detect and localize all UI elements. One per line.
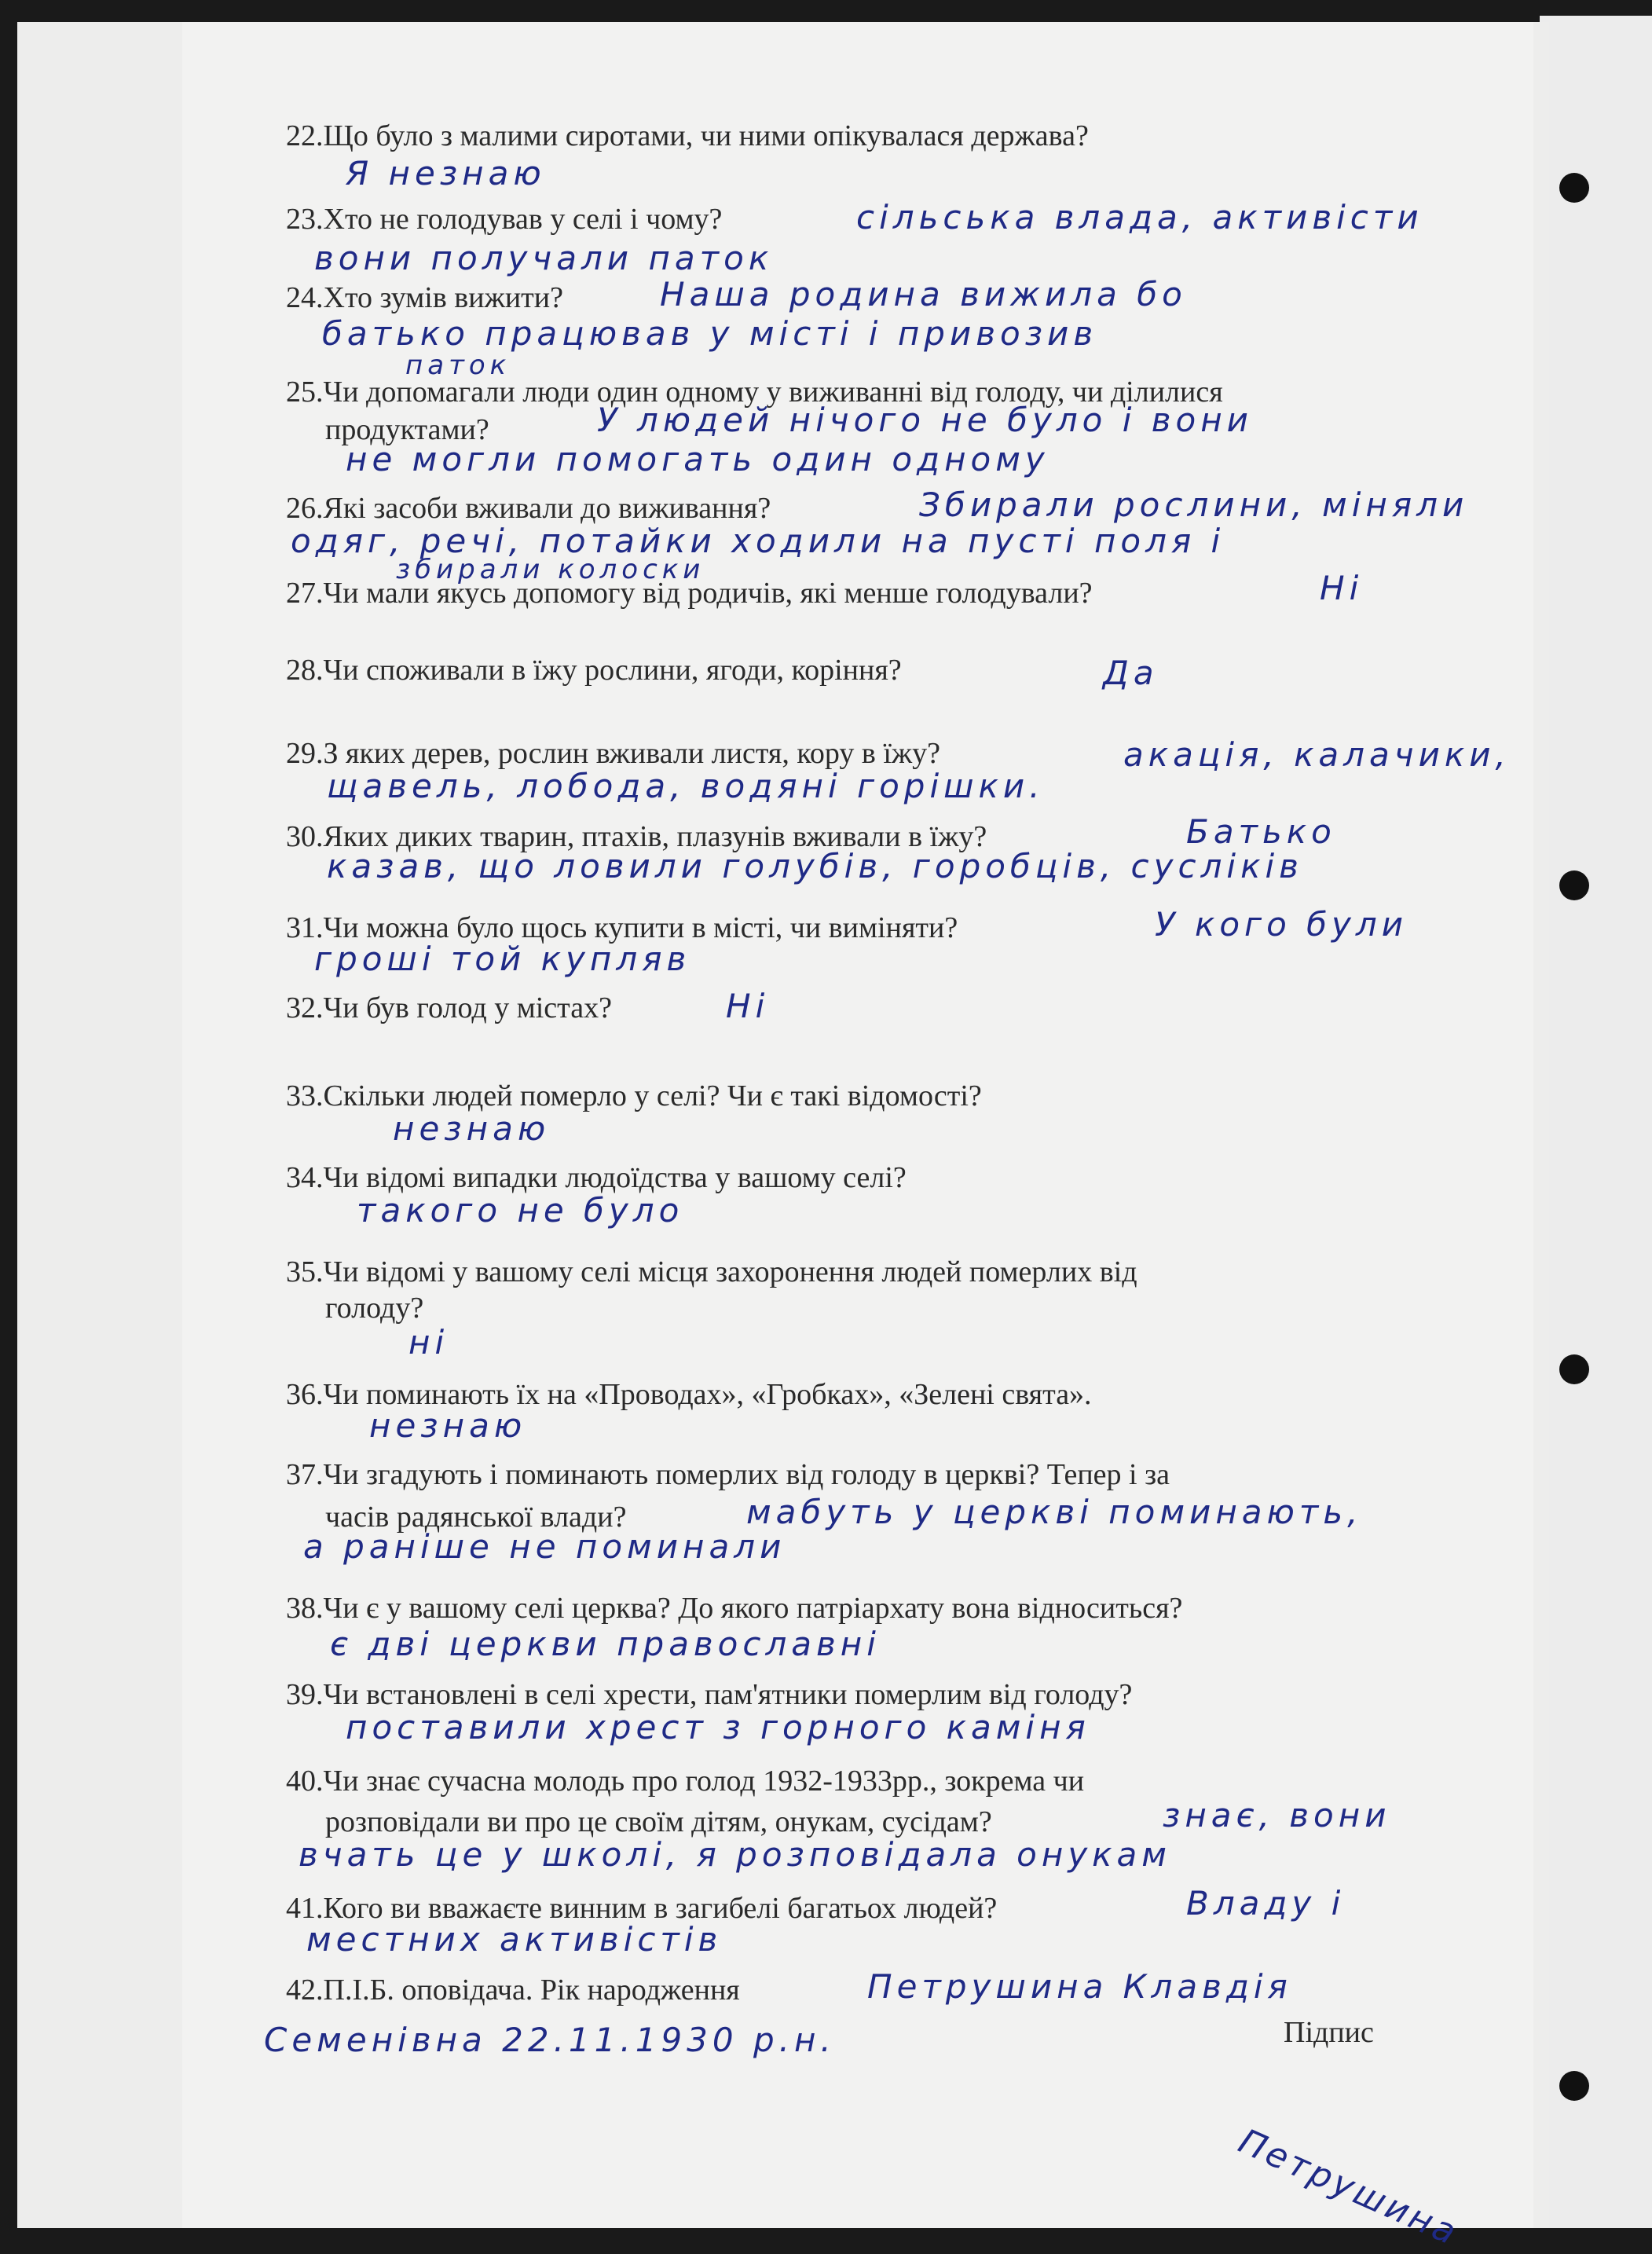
answer-23-line2: вони получали паток — [314, 239, 774, 277]
question-24: 24.Хто зумів вижити? — [286, 281, 563, 314]
binder-sheet — [1540, 16, 1652, 2228]
answer-42-line2: Семенівна 22.11.1930 р.н. — [264, 2021, 836, 2059]
answer-31-line2: гроші той купляв — [314, 940, 691, 978]
signature-label: Підпис — [1284, 2016, 1374, 2049]
answer-37-line1: мабуть у церкві поминають, — [746, 1493, 1363, 1531]
answer-26-line3: збирали колоски — [396, 554, 705, 585]
question-35-continuation: голоду? — [325, 1292, 424, 1325]
answer-25-line1: У людей нічого не було і вони — [597, 401, 1253, 439]
question-39: 39.Чи встановлені в селі хрести, пам'ятники померлим від голоду? — [286, 1678, 1133, 1711]
answer-24-line2: батько працював у місті і привозив — [322, 314, 1098, 353]
question-36: 36.Чи поминають їх на «Проводах», «Гробках», «Зелені свята». — [286, 1378, 1092, 1411]
answer-35-line1: ні — [408, 1323, 449, 1362]
question-41: 41.Кого ви вважаєте винним в загибелі багатьох людей? — [286, 1892, 998, 1925]
answer-38-line1: є дві церкви православні — [330, 1625, 881, 1663]
answer-32-line1: Ні — [726, 987, 770, 1025]
question-34: 34.Чи відомі випадки людоїдства у вашому селі? — [286, 1161, 907, 1194]
answer-28-line1: Да — [1103, 654, 1159, 692]
answer-36-line1: незнаю — [369, 1406, 527, 1445]
answer-42-line1: Петрушина Клавдія — [867, 1967, 1292, 2006]
answer-27-line1: Ні — [1320, 569, 1364, 607]
answer-29-line1: акація, калачики, — [1123, 735, 1511, 774]
punch-hole — [1559, 1354, 1589, 1384]
answer-31-line1: У кого були — [1155, 905, 1408, 944]
question-28: 28.Чи споживали в їжу рослини, ягоди, коріння? — [286, 654, 902, 687]
answer-30-line1: Батько — [1186, 812, 1336, 851]
answer-41-line2: местних активістів — [306, 1920, 723, 1959]
question-27: 27.Чи мали якусь допомогу від родичів, які менше голодували? — [286, 577, 1093, 610]
punch-hole — [1559, 2071, 1589, 2101]
question-30: 30.Яких диких тварин, птахів, плазунів вживали в їжу? — [286, 820, 987, 853]
answer-37-line2: а раніше не поминали — [303, 1527, 786, 1566]
question-25-continuation: продуктами? — [325, 413, 489, 446]
answer-41-line1: Владу і — [1186, 1884, 1346, 1922]
question-37-continuation: часів радянської влади? — [325, 1501, 627, 1534]
answer-23-line1: сільська влада, активісти — [856, 198, 1423, 236]
answer-24-line3: паток — [405, 350, 511, 381]
question-42: 42.П.І.Б. оповідача. Рік народження — [286, 1974, 740, 2007]
question-40-continuation: розповідали ви про це своїм дітям, онукам, сусідам? — [325, 1805, 992, 1838]
answer-40-line1: знає, вони — [1163, 1796, 1391, 1834]
question-37: 37.Чи згадують і поминають померлих від голоду в церкві? Тепер і за — [286, 1458, 1170, 1491]
question-31: 31.Чи можна було щось купити в місті, чи виміняти? — [286, 911, 958, 944]
question-23: 23.Хто не голодував у селі і чому? — [286, 203, 723, 236]
punch-hole — [1559, 173, 1589, 203]
punch-hole — [1559, 870, 1589, 900]
question-40: 40.Чи знає сучасна молодь про голод 1932-1933рр., зокрема чи — [286, 1765, 1085, 1798]
question-33: 33.Скільки людей померло у селі? Чи є такі відомості? — [286, 1079, 982, 1112]
answer-40-line2: вчать це у школі, я розповідала онукам — [299, 1835, 1171, 1874]
answer-34-line1: такого не було — [357, 1191, 684, 1230]
handwritten-signature: Петрушина — [1233, 2121, 1465, 2254]
answer-25-line2: не могли помогать один одному — [346, 440, 1049, 478]
question-22: 22.Що було з малими сиротами, чи ними опікувалася держава? — [286, 119, 1089, 152]
answer-22-line1: Я незнаю — [346, 154, 546, 192]
question-29: 29.З яких дерев, рослин вживали листя, кору в їжу? — [286, 737, 941, 770]
answer-33-line1: незнаю — [393, 1109, 551, 1148]
question-26: 26.Які засоби вживали до виживання? — [286, 492, 771, 525]
question-25: 25.Чи допомагали люди один одному у виживанні від голоду, чи ділилися — [286, 376, 1223, 409]
question-35: 35.Чи відомі у вашому селі місця захоронення людей померлих від — [286, 1255, 1137, 1288]
question-32: 32.Чи був голод у містах? — [286, 991, 612, 1024]
answer-29-line2: щавель, лобода, водяні горішки. — [327, 767, 1045, 805]
answer-39-line1: поставили хрест з горного каміня — [346, 1708, 1090, 1746]
question-38: 38.Чи є у вашому селі церква? До якого патріархату вона відноситься? — [286, 1592, 1183, 1625]
answer-26-line1: Збирали рослини, міняли — [919, 486, 1469, 524]
answer-24-line1: Наша родина вижила бо — [660, 275, 1187, 313]
answer-26-line2: одяг, речі, потайки ходили на пусті поля і — [291, 522, 1225, 560]
answer-30-line2: казав, що ловили голубів, горобців, сусліків — [327, 847, 1303, 885]
